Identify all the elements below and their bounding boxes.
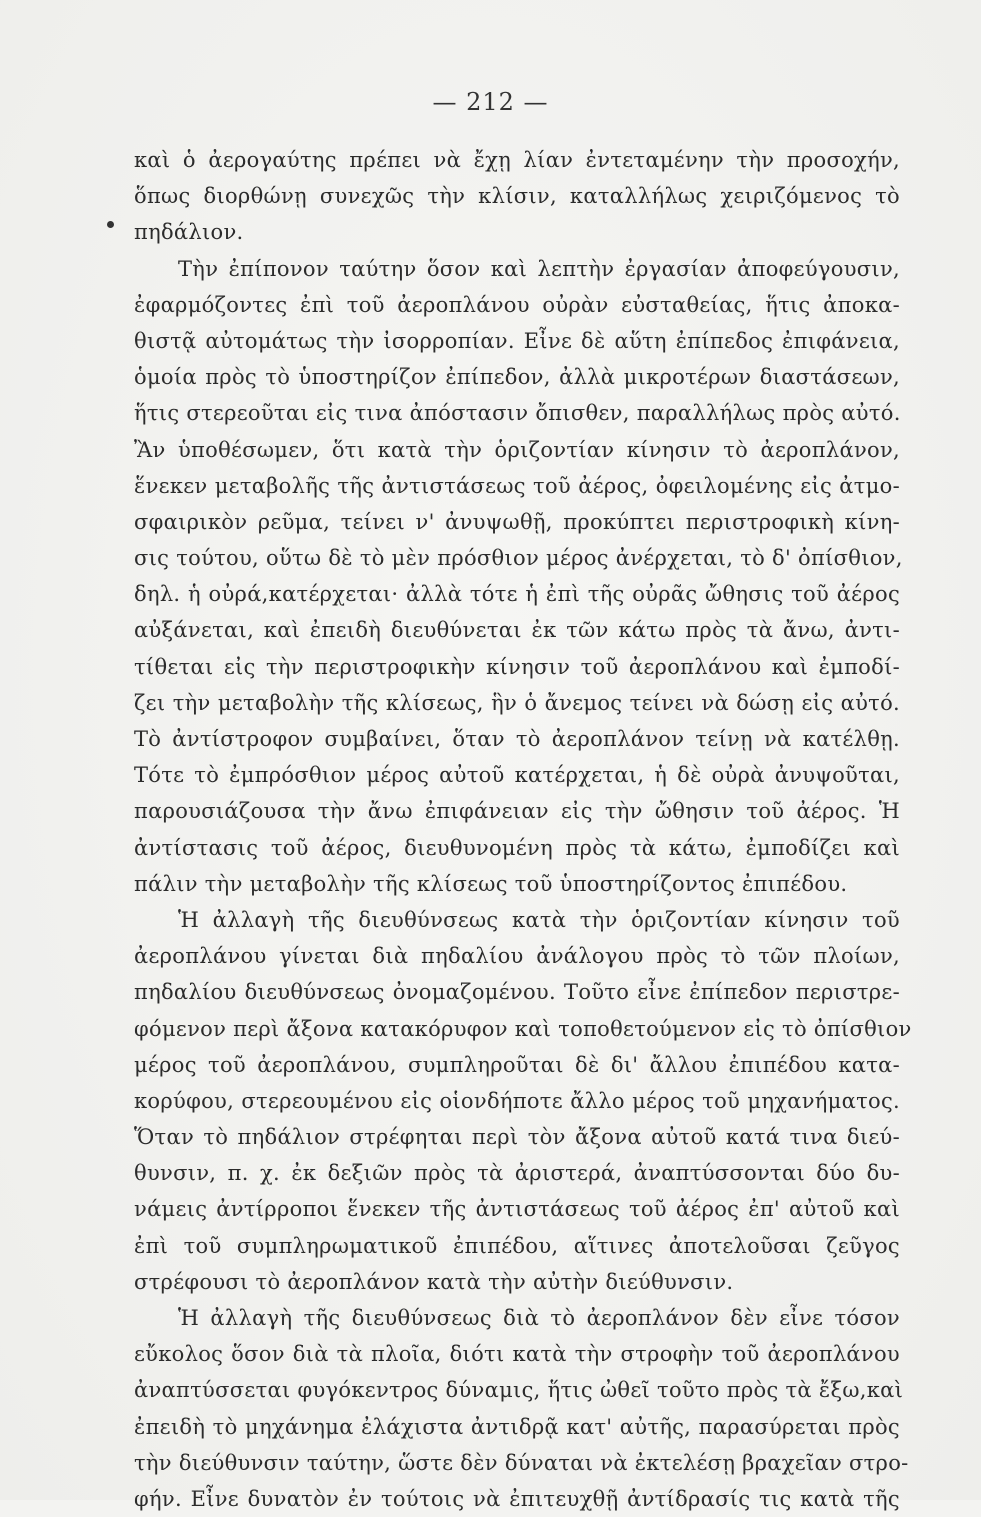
text-line: αὐξάνεται, καὶ ἐπειδὴ διευθύνεται ἐκ τῶν κάτω πρὸς τὰ ἄνω, ἀντι- (134, 618, 900, 643)
text-line: Τότε τὸ ἐμπρόσθιον μέρος αὐτοῦ κατέρχεται, ἡ δὲ οὐρὰ ἀνυψοῦται, (134, 763, 900, 788)
text-line: ἀντίστασις τοῦ ἀέρος, διευθυνομένη πρὸς τὰ κάτω, ἐμποδίζει καὶ (134, 835, 900, 860)
text-line: φήν. Εἶνε δυνατὸν ἐν τούτοις νὰ ἐπιτευχθῇ ἀντίδρασίς τις κατὰ τῆς (134, 1486, 900, 1511)
text-line: κορύφου, στερεουμένου εἰς οἱονδήποτε ἄλλο μέρος τοῦ μηχανήματος. (134, 1088, 900, 1113)
body-text (134, 142, 912, 1517)
text-line: τίθεται εἰς τὴν περιστροφικὴν κίνησιν τοῦ ἀεροπλάνου καὶ ἐμποδί- (134, 654, 900, 679)
text-line: θιστᾷ αὐτομάτως τὴν ἰσορροπίαν. Εἶνε δὲ αὕτη ἐπίπεδος ἐπιφάνεια, (134, 328, 900, 353)
text-line: νάμεις ἀντίρροποι ἕνεκεν τῆς ἀντιστάσεως τοῦ ἀέρος ἐπ' αὐτοῦ καὶ (134, 1197, 900, 1222)
text-line: ἐφαρμόζοντες ἐπὶ τοῦ ἀεροπλάνου οὐρὰν εὐσταθείας, ἥτις ἀποκα- (134, 292, 900, 317)
text-line: Τὸ ἀντίστροφον συμβαίνει, ὅταν τὸ ἀεροπλάνον τείνῃ νὰ κατέλθῃ. (134, 727, 900, 751)
text-line: Ὅταν τὸ πηδάλιον στρέφηται περὶ τὸν ἄξονα αὐτοῦ κατά τινα διεύ- (134, 1125, 900, 1150)
page-number: — 212 — (432, 88, 549, 116)
text-line: ἕνεκεν μεταβολῆς τῆς ἀντιστάσεως τοῦ ἀέρος, ὀφειλομένης εἰς ἀτμο- (134, 473, 900, 498)
text-line: φόμενον περὶ ἄξονα κατακόρυφον καὶ τοποθετούμενον εἰς τὸ ὀπίσθιον (134, 1016, 912, 1041)
text-line: παρουσιάζουσα τὴν ἄνω ἐπιφάνειαν εἰς τὴν ὤθησιν τοῦ ἀέρος. Ἡ (134, 799, 900, 824)
text-line: σφαιρικὸν ρεῦμα, τείνει ν' ἀνυψωθῇ, προκύπτει περιστροφικὴ κίνη- (134, 509, 900, 534)
text-line: ἀναπτύσσεται φυγόκεντρος δύναμις, ἥτις ὠθεῖ τοῦτο πρὸς τὰ ἔξω,καὶ (134, 1378, 904, 1403)
margin-mark-dot (107, 221, 114, 228)
text-line: σις τούτου, οὕτω δὲ τὸ μὲν πρόσθιον μέρος ἀνέρχεται, τὸ δ' ὀπίσθιον, (134, 546, 903, 571)
text-line: ἀεροπλάνου γίνεται διὰ πηδαλίου ἀνάλογου πρὸς τὸ τῶν πλοίων, (134, 944, 900, 969)
text-line: ζει τὴν μεταβολὴν τῆς κλίσεως, ἣν ὁ ἄνεμος τείνει νὰ δώσῃ εἰς αὐτό. (134, 690, 900, 715)
text-line: στρέφουσι τὸ ἀεροπλάνον κατὰ τὴν αὐτὴν διεύθυνσιν. (134, 1269, 734, 1294)
text-line: ἐπειδὴ τὸ μηχάνημα ἐλάχιστα ἀντιδρᾷ κατ' αὐτῆς, παρασύρεται πρὸς (134, 1414, 900, 1439)
text-line: Ἂν ὑποθέσωμεν, ὅτι κατὰ τὴν ὁριζοντίαν κίνησιν τὸ ἀεροπλάνον, (134, 437, 900, 462)
text-line: τὴν διεύθυνσιν ταύτην, ὥστε δὲν δύναται νὰ ἐκτελέσῃ βραχεῖαν στρο- (134, 1450, 909, 1475)
text-line: ὅπως διορθώνῃ συνεχῶς τὴν κλίσιν, καταλλήλως χειριζόμενος τὸ (134, 184, 900, 209)
text-line: εὔκολος ὅσον διὰ τὰ πλοῖα, διότι κατὰ τὴν στροφὴν τοῦ ἀεροπλάνου (134, 1342, 900, 1367)
text-line: Ἡ ἀλλαγὴ τῆς διευθύνσεως κατὰ τὴν ὁριζοντίαν κίνησιν τοῦ (178, 907, 900, 932)
text-line: καὶ ὁ ἀερογαύτης πρέπει νὰ ἔχῃ λίαν ἐντεταμένην τὴν προσοχήν, (134, 148, 900, 172)
text-line: ἥτις στερεοῦται εἰς τινα ἀπόστασιν ὄπισθεν, παραλλήλως πρὸς αὐτό. (134, 401, 901, 426)
text-line: πηδαλίου διευθύνσεως ὀνομαζομένου. Τοῦτο εἶνε ἐπίπεδον περιστρε- (134, 980, 900, 1005)
text-line: θυνσιν, π. χ. ἐκ δεξιῶν πρὸς τὰ ἀριστερά, ἀναπτύσσονται δύο δυ- (134, 1161, 900, 1186)
text-line: δηλ. ἡ οὐρά,κατέρχεται· ἀλλὰ τότε ἡ ἐπὶ τῆς οὐρᾶς ὤθησις τοῦ ἀέρος (134, 582, 900, 607)
text-line: μέρος τοῦ ἀεροπλάνου, συμπληροῦται δὲ δι' ἄλλου ἐπιπέδου κατα- (134, 1052, 900, 1077)
text-line: πηδάλιον. (134, 220, 244, 245)
text-line: ὁμοία πρὸς τὸ ὑποστηρίζον ἐπίπεδον, ἀλλὰ μικροτέρων διαστάσεων, (134, 365, 900, 390)
text-line: Ἡ ἀλλαγὴ τῆς διευθύνσεως διὰ τὸ ἀεροπλάνον δὲν εἶνε τόσον (178, 1306, 900, 1330)
text-line: πάλιν τὴν μεταβολὴν τῆς κλίσεως τοῦ ὑποστηρίζοντος ἐπιπέδου. (134, 871, 848, 896)
text-line: ἐπὶ τοῦ συμπληρωματικοῦ ἐπιπέδου, αἵτινες ἀποτελοῦσαι ζεῦγος (134, 1233, 900, 1258)
text-line: Τὴν ἐπίπονον ταύτην ὅσον καὶ λεπτὴν ἐργασίαν ἀποφεύγουσιν, (178, 256, 900, 281)
